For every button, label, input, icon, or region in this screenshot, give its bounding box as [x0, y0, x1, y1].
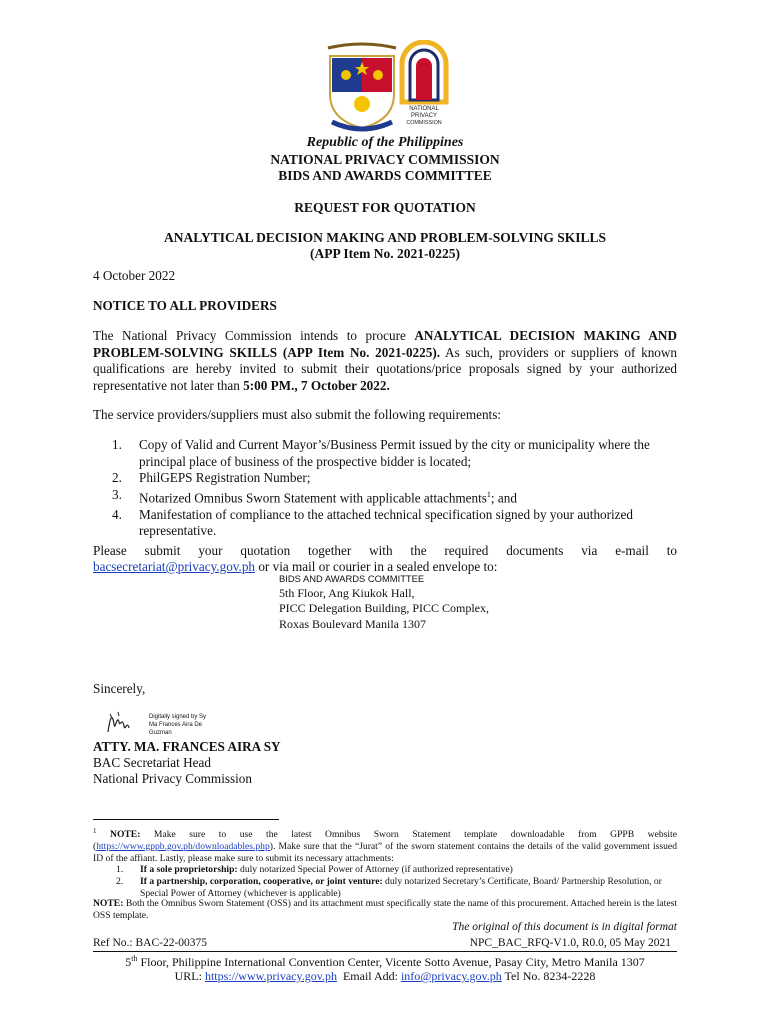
signature-scribble	[104, 708, 132, 738]
digital-format-note: The original of this document is in digital format	[452, 921, 677, 933]
form-code: NPC_BAC_RFQ-V1.0, R0.0, 05 May 2021	[469, 937, 671, 949]
address-block: 5th Floor, Ang Kiukok Hall, PICC Delegation Building, PICC Complex, Roxas Boulevard Manila 1307	[279, 586, 490, 631]
intro-paragraph: The National Privacy Commission intends to procure ANALYTICAL DECISION MAKING AND PROBLEM-SOLVING SKILLS (APP Item No. 2021-0225). As such, providers or suppliers of known qualifications are hereby invited to submit their quotations/price proposals signed by your authorized representative not later than 5:00 PM., 7 October 2022.	[93, 328, 677, 393]
footnote-list	[116, 864, 677, 899]
list-item: 1. If a sole proprietorship: duly notarized Special Power of Attorney (if authorized representative)	[116, 864, 513, 875]
footer-divider	[93, 951, 677, 952]
requirements-list	[112, 437, 677, 540]
footnote: $^1$ NOTE: Make sure to use the latest Omnibus Sworn Statement template downloadable from GPPB website (https://www.gppb.gov.ph/downloadables.php). Make sure that the “Jurat” of the sworn statement contains the details of the valid government issued ID of the affiant. Lastly, please make sure to submit its necessary attachments:	[93, 827, 677, 864]
philippine-seal-logo	[326, 42, 398, 132]
list-item: 3. Notarized Omnibus Sworn Statement with applicable attachments$^1$; and	[112, 486, 517, 506]
website-link[interactable]: https://www.privacy.gov.ph	[204, 969, 337, 983]
signatory-org: National Privacy Commission	[93, 771, 252, 786]
svg-text:COMMISSION: COMMISSION	[406, 120, 442, 126]
republic-line: Republic of the Philippines	[306, 135, 464, 150]
footer-contacts: URL: https://www.privacy.gov.ph Email Add: info@privacy.gov.ph Tel No. 8234-2228	[174, 969, 596, 983]
list-item: 1. Copy of Valid and Current Mayor’s/Business Permit issued by the city or municipality where the principal place of business of the prospective bidder is located;	[112, 437, 650, 469]
requirements-intro: The service providers/suppliers must also submit the following requirements:	[93, 407, 502, 422]
committee-name: BIDS AND AWARDS COMMITTEE	[278, 168, 492, 183]
svg-text:NATIONAL: NATIONAL	[409, 106, 439, 112]
info-email-link[interactable]: info@privacy.gov.ph	[400, 969, 502, 983]
gppb-link[interactable]: https://www.gppb.gov.ph/downloadables.php	[96, 840, 270, 852]
npc-logo	[398, 40, 450, 130]
subject-line-2: (APP Item No. 2021-0225)	[310, 246, 460, 261]
bac-email-link[interactable]: bacsecretariat@privacy.gov.ph	[93, 559, 256, 574]
digital-signature-note: Digitally signed by Sy Ma Frances Aira De Guzman	[149, 714, 207, 736]
agency-name: NATIONAL PRIVACY COMMISSION	[270, 152, 500, 167]
list-item: 4. Manifestation of compliance to the attached technical specification signed by your authorized representative.	[112, 506, 633, 539]
footer-address: 5th Floor, Philippine International Convention Center, Vicente Sotto Avenue, Pasay City, Metro Manila 1307	[125, 954, 645, 969]
list-item: 2. PhilGEPS Registration Number;	[112, 470, 311, 486]
footnote-note-2: NOTE: Both the Omnibus Sworn Statement (OSS) and its attachment must specifically state the name of this procurement. Attached herein is the latest OSS template.	[93, 898, 677, 921]
subject-line-1: ANALYTICAL DECISION MAKING AND PROBLEM-SOLVING SKILLS	[164, 230, 606, 245]
signatory-title: BAC Secretariat Head	[93, 755, 211, 770]
document-type: REQUEST FOR QUOTATION	[294, 200, 476, 215]
document-date: 4 October 2022	[93, 268, 176, 283]
notice-title: NOTICE TO ALL PROVIDERS	[93, 298, 277, 313]
list-item: 2. If a partnership, corporation, cooperative, or joint venture: duly notarized Secretary’s Certificate, Board/ Partnership Resolution, or Special Power of Attorney (whichever is applicable)	[116, 875, 662, 899]
signatory-name: ATTY. MA. FRANCES AIRA SY	[93, 739, 281, 754]
svg-text:PRIVACY: PRIVACY	[411, 113, 437, 119]
address-committee: BIDS AND AWARDS COMMITTEE	[279, 573, 425, 584]
closing: Sincerely,	[93, 681, 146, 696]
footnote-ref: 1	[486, 489, 491, 499]
footnote-divider	[93, 819, 279, 820]
reference-number: Ref No.: BAC-22-00375	[93, 937, 208, 949]
submit-instruction-2: bacsecretariat@privacy.gov.ph or via mail or courier in a sealed envelope to:	[93, 559, 498, 574]
submit-instruction: Please submit your quotation together with the required documents via e-mail to	[93, 543, 677, 558]
